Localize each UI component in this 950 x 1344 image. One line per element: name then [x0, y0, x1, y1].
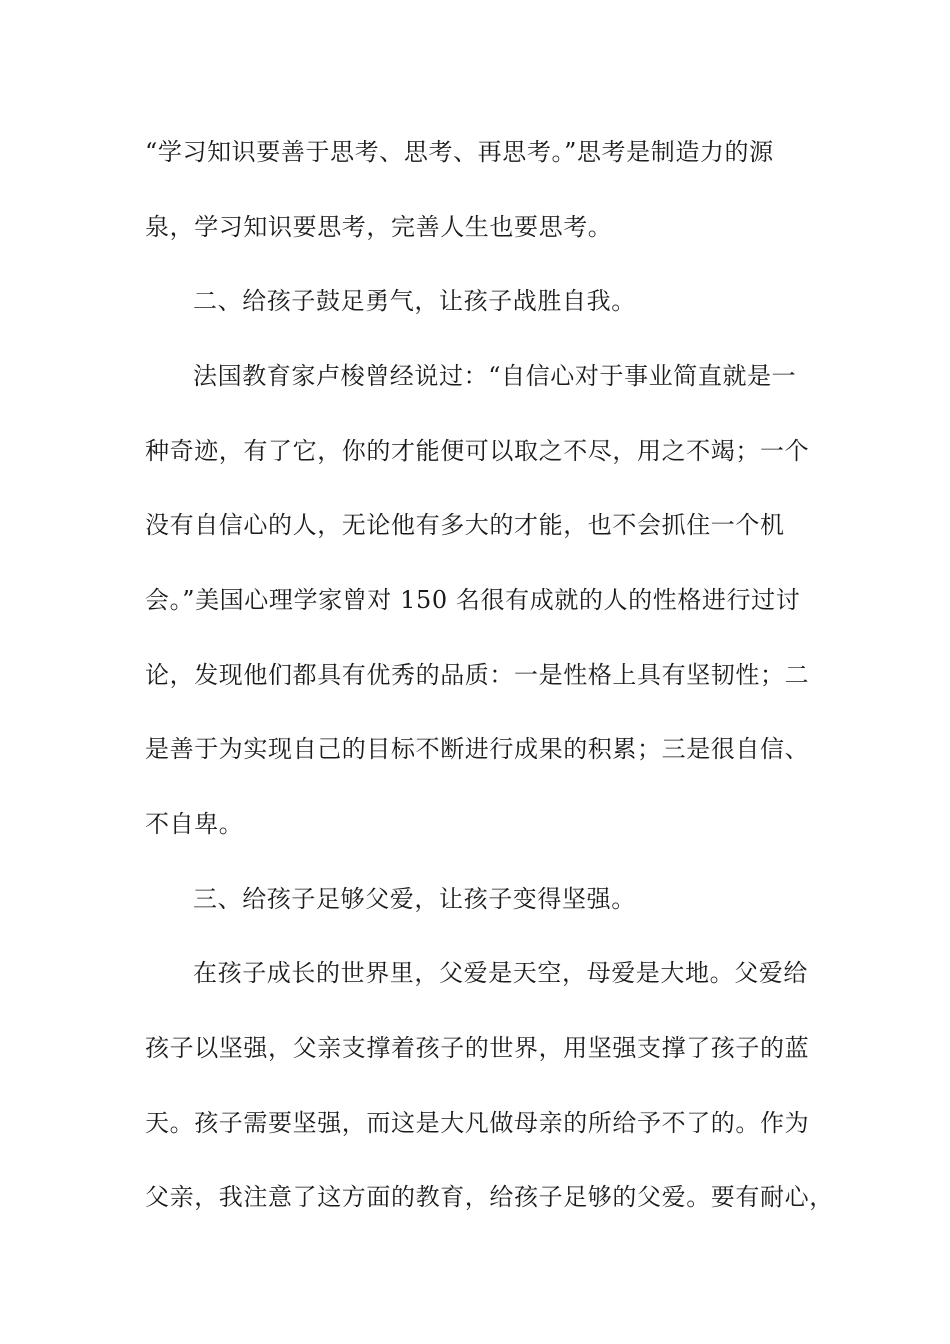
paragraph-line-15: 父亲，我注意了这方面的教育，给孩子足够的父爱。要有耐心，	[145, 1183, 834, 1211]
paragraph-line-6: 没有自信心的人，无论他有多大的才能，也不会抓住一个机	[145, 511, 785, 539]
paragraph-line-4: 法国教育家卢梭曾经说过：“自信心对于事业简直就是一	[193, 362, 797, 390]
paragraph-line-9: 是善于为实现自己的目标不断进行成果的积累；三是很自信、	[145, 735, 810, 763]
section-heading-3: 三、给孩子足够父爱，让孩子变得坚强。	[193, 885, 636, 913]
paragraph-line-5: 种奇迹，有了它，你的才能便可以取之不尽，用之不竭；一个	[145, 437, 810, 465]
paragraph-line-13: 孩子以坚强，父亲支撑着孩子的世界，用坚强支撑了孩子的蓝	[145, 1034, 810, 1062]
paragraph-line-8: 论，发现他们都具有优秀的品质：一是性格上具有坚韧性；二	[145, 661, 810, 689]
paragraph-line-2: 泉，学习知识要思考，完善人生也要思考。	[145, 213, 613, 241]
paragraph-line-10: 不自卑。	[145, 810, 244, 838]
section-heading-2: 二、给孩子鼓足勇气，让孩子战胜自我。	[193, 287, 636, 315]
paragraph-line-1: “学习知识要善于思考、思考、再思考。”思考是制造力的源	[145, 138, 774, 166]
paragraph-line-14: 天。孩子需要坚强，而这是大凡做母亲的所给予不了的。作为	[145, 1109, 810, 1137]
paragraph-line-12: 在孩子成长的世界里，父爱是天空，母爱是大地。父爱给	[193, 959, 808, 987]
paragraph-line-7: 会。”美国心理学家曾对 150 名很有成就的人的性格进行过讨	[145, 586, 801, 614]
